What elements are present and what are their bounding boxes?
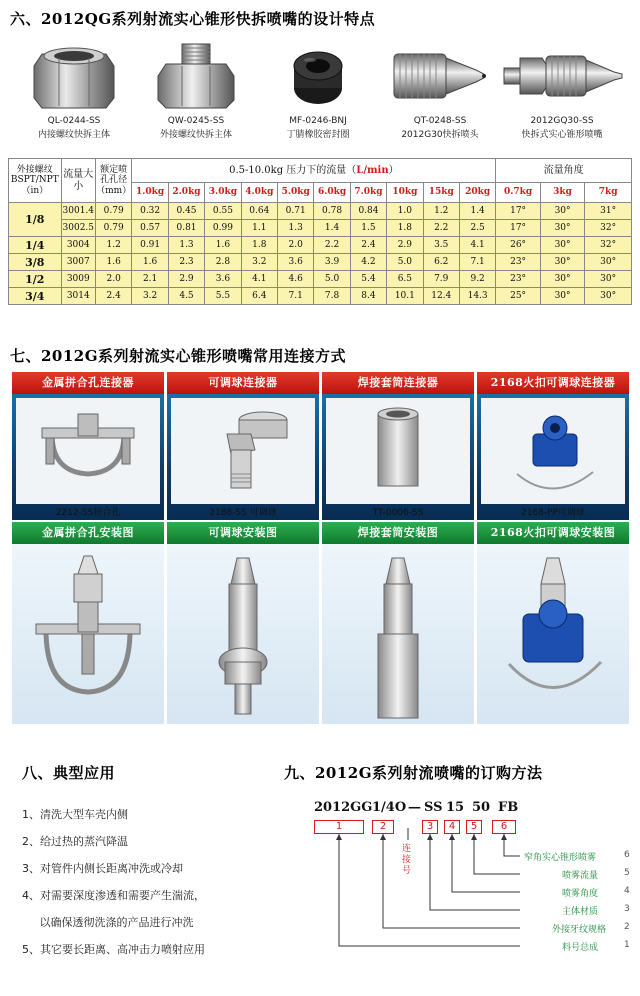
flow-cell: 3.2 [241,254,277,271]
legend-label-6: 窄角实心锥形喷雾 [524,853,597,863]
flow-cell: 10.1 [387,288,423,305]
part-photo [258,36,378,112]
install-header: 金属拼合孔安装图 [12,522,164,544]
flow-cell: 7.1 [277,288,313,305]
section9-title: 九、2012G系列射流喷嘴的订购方法 [284,764,543,782]
part-mf0246 [258,36,378,148]
legend-num-5: 5 [624,868,630,878]
angle-pressure-header: 3kg [540,183,584,203]
angle-cell: 23° [496,254,540,271]
connector-header: 2168火扣可调球连接器 [477,372,629,394]
flow-cell: 2.3 [168,254,204,271]
size-cell: 3/8 [9,254,62,271]
install-header: 焊接套筒安装图 [322,522,474,544]
flow-cell: 3.2 [132,288,168,305]
flow-cell: 4.6 [277,271,313,288]
flow-cell: 9.2 [459,271,495,288]
connector-grid [12,372,628,724]
connector-header: 焊接套筒连接器 [322,372,474,394]
pressure-header: 5.0kg [277,183,313,203]
connector-header: 金属拼合孔连接器 [12,372,164,394]
angle-cell: 23° [496,271,540,288]
pressure-header: 15kg [423,183,459,203]
code-part: FB [498,800,519,815]
list-item: 5、其它要长距离、高冲击力喷射应用 [22,943,205,956]
part-photo [14,36,134,112]
flow-cell: 3.6 [205,271,241,288]
part-desc: 外接螺纹快拆主体 [159,130,232,140]
flow-cell: 4.1 [241,271,277,288]
pressure-header: 7.0kg [350,183,386,203]
connector-ball-joint [167,372,319,520]
flow-cell: 0.91 [132,237,168,254]
section7-title: 七、2012G系列射流实心锥形喷嘴常用连接方式 [10,347,347,365]
part-2012gq30 [502,36,622,148]
orifice-cell: 1.6 [95,254,131,271]
flow-cell: 3.5 [423,237,459,254]
flow-cell: 1.6 [205,237,241,254]
list-item: 2、给过热的蒸汽降温 [22,835,128,848]
orifice-cell: 0.79 [95,220,131,237]
flow-cell: 2.8 [205,254,241,271]
connector-2168-ball [477,372,629,520]
part-code: QL-0244-SS [47,116,101,126]
install-photo [12,544,164,724]
angle-cell: 30° [540,271,584,288]
pressure-header: 1.0kg [132,183,168,203]
code-part: 1/4O [372,800,407,815]
angle-pressure-header: 0.7kg [496,183,540,203]
angle-cell: 31° [585,203,632,220]
flow-cell: 7.8 [314,288,350,305]
angle-cell: 30° [585,254,632,271]
flow-cell: 1.5 [350,220,386,237]
install-photo [477,544,629,724]
flow-cell: 0.81 [168,220,204,237]
code-cell: 3002.5 [61,220,95,237]
section6-title: 六、2012QG系列射流实心锥形快拆喷嘴的设计特点 [10,10,376,28]
part-code: QW-0245-SS [167,116,225,126]
flow-cell: 3.9 [314,254,350,271]
flow-cell: 1.4 [459,203,495,220]
connector-photo [167,394,319,520]
flow-cell: 1.4 [314,220,350,237]
table-row [9,203,632,220]
angle-cell: 30° [540,237,584,254]
pressure-header: 4.0kg [241,183,277,203]
code-box-6: 6 [492,820,516,834]
flow-cell: 0.64 [241,203,277,220]
flow-cell: 7.1 [459,254,495,271]
connector-note: 连接号 [402,844,412,876]
pressure-header: 6.0kg [314,183,350,203]
pressure-header: 10kg [387,183,423,203]
angle-cell: 26° [496,237,540,254]
orifice-cell: 2.4 [95,288,131,305]
section8-title: 八、典型应用 [22,764,116,782]
flow-cell: 8.4 [350,288,386,305]
applications-list [22,801,292,963]
pressure-header: 3.0kg [205,183,241,203]
code-box-4: 4 [444,820,460,834]
code-part: 2012GG [314,800,373,815]
legend-label-2: 外接牙纹规格 [552,925,607,935]
orifice-cell: 1.2 [95,237,131,254]
header-angle: 流量角度 [496,159,632,183]
flow-cell: 5.4 [350,271,386,288]
connector-caption: 2212-SS拼合孔 [55,508,121,518]
table-row [9,271,632,288]
install-2168-ball [477,522,629,724]
connector-caption: TT-0006-SS [372,508,424,518]
parts-row [14,36,626,148]
flow-cell: 1.0 [387,203,423,220]
code-cell: 3009 [61,271,95,288]
flow-cell: 2.0 [277,237,313,254]
code-cell: 3004 [61,237,95,254]
flow-cell: 12.4 [423,288,459,305]
flow-cell: 1.6 [132,254,168,271]
table-row [9,220,632,237]
flow-cell: 4.2 [350,254,386,271]
flow-cell: 1.3 [277,220,313,237]
connector-photo [12,394,164,520]
code-box-3: 3 [422,820,438,834]
applications [22,762,292,963]
part-photo [502,36,622,112]
angle-pressure-header: 7kg [585,183,632,203]
list-item: 4、对需要深度渗透和需要产生湍流， [22,889,205,902]
code-cell: 3007 [61,254,95,271]
connector-photo [322,394,474,520]
pressure-header: 20kg [459,183,495,203]
flow-cell: 7.9 [423,271,459,288]
code-part: 15 [446,800,465,815]
flow-cell: 0.55 [205,203,241,220]
code-cell: 3014 [61,288,95,305]
angle-cell: 17° [496,203,540,220]
part-ql0244 [14,36,134,148]
flow-cell: 0.32 [132,203,168,220]
legend-num-1: 1 [624,940,630,950]
angle-cell: 30° [540,288,584,305]
flow-cell: 2.5 [459,220,495,237]
flow-cell: 5.5 [205,288,241,305]
install-photo [322,544,474,724]
orifice-cell: 0.79 [95,203,131,220]
flow-cell: 6.2 [423,254,459,271]
angle-cell: 25° [496,288,540,305]
part-photo [380,36,500,112]
flow-cell: 0.84 [350,203,386,220]
size-cell: 3/4 [9,288,62,305]
flow-cell: 2.1 [132,271,168,288]
part-desc: 快拆式实心锥形喷嘴 [521,130,603,140]
flow-cell: 0.45 [168,203,204,220]
list-item: 3、对管件内侧长距离冲洗或冷却 [22,862,183,875]
legend-label-3: 主体材质 [562,907,599,917]
angle-cell: 30° [585,288,632,305]
part-desc: 2012G30快拆喷头 [401,130,479,140]
flow-cell: 2.9 [168,271,204,288]
legend-num-2: 2 [624,922,630,932]
flow-cell: 3.6 [277,254,313,271]
install-photo [167,544,319,724]
connector-header: 可调球连接器 [167,372,319,394]
header-orifice: 额定喷孔孔径 （mm） [95,159,131,203]
angle-cell: 17° [496,220,540,237]
flow-cell: 4.1 [459,237,495,254]
install-header: 可调球安装图 [167,522,319,544]
flow-cell: 1.1 [241,220,277,237]
flow-cell: 6.4 [241,288,277,305]
header-pressure: 0.5-10.0kg 压力下的流量（L/min） [132,159,496,183]
flow-cell: 0.78 [314,203,350,220]
install-split-clamp [12,522,164,724]
ordering-method [284,762,636,982]
legend-num-6: 6 [624,850,630,860]
flow-cell: 0.99 [205,220,241,237]
flow-table [8,158,632,305]
table-row [9,288,632,305]
flow-cell: 1.2 [423,203,459,220]
connector-split-clamp [12,372,164,520]
legend-label-1: 料号总成 [562,943,599,953]
legend-label-5: 喷雾流量 [562,871,599,881]
flow-cell: 2.2 [314,237,350,254]
connector-weld-socket [322,372,474,520]
pressure-header: 2.0kg [168,183,204,203]
angle-cell: 32° [585,220,632,237]
table-row [9,237,632,254]
install-header: 2168火扣可调球安装图 [477,522,629,544]
flow-cell: 2.2 [423,220,459,237]
install-weld-socket [322,522,474,724]
angle-cell: 30° [540,220,584,237]
angle-cell: 32° [585,237,632,254]
header-thread: 外接螺纹 BSPT/NPT （in） [9,159,62,203]
flow-cell: 2.9 [387,237,423,254]
part-qw0245 [136,36,256,148]
flow-cell: 1.8 [387,220,423,237]
flow-cell: 2.4 [350,237,386,254]
code-part: 50 [472,800,491,815]
table-row [9,254,632,271]
part-photo [136,36,256,112]
flow-body [9,203,632,305]
part-desc: 丁腈橡胶密封圈 [286,130,350,140]
code-part: — [408,800,421,815]
flow-cell: 1.8 [241,237,277,254]
part-qt0248 [380,36,500,148]
connector-photo [477,394,629,520]
angle-cell: 30° [585,271,632,288]
part-code: MF-0246-BNJ [289,116,347,126]
list-item: 1、清洗大型车壳内侧 [22,808,128,821]
part-code: QT-0248-SS [413,116,467,126]
flow-cell: 6.5 [387,271,423,288]
orifice-cell: 2.0 [95,271,131,288]
size-cell: 1/2 [9,271,62,288]
code-part: SS [424,800,443,815]
angle-cell: 30° [540,203,584,220]
angle-cell: 30° [540,254,584,271]
legend-label-4: 喷雾角度 [562,889,599,899]
flow-cell: 0.57 [132,220,168,237]
list-item: 以确保透彻洗涤的产品进行冲洗 [22,916,194,929]
install-ball-joint [167,522,319,724]
connector-caption: 2168-PP可调球 [520,508,585,518]
connector-caption: 2188-SS 可调球 [209,508,277,518]
flow-cell: 4.5 [168,288,204,305]
legend-num-3: 3 [624,904,630,914]
size-cell: 1/4 [9,237,62,254]
flow-cell: 0.71 [277,203,313,220]
part-desc: 内接螺纹快拆主体 [37,130,110,140]
size-cell: 1/8 [9,203,62,237]
header-flow-size: 流量大小 [61,159,95,203]
part-code: 2012GQ30-SS [530,116,594,126]
flow-cell: 1.3 [168,237,204,254]
flow-cell: 5.0 [314,271,350,288]
code-box-5: 5 [466,820,482,834]
legend-num-4: 4 [624,886,630,896]
code-box-1: 1 [314,820,364,834]
code-cell: 3001.4 [61,203,95,220]
flow-cell: 5.0 [387,254,423,271]
flow-cell: 14.3 [459,288,495,305]
code-box-2: 2 [372,820,394,834]
